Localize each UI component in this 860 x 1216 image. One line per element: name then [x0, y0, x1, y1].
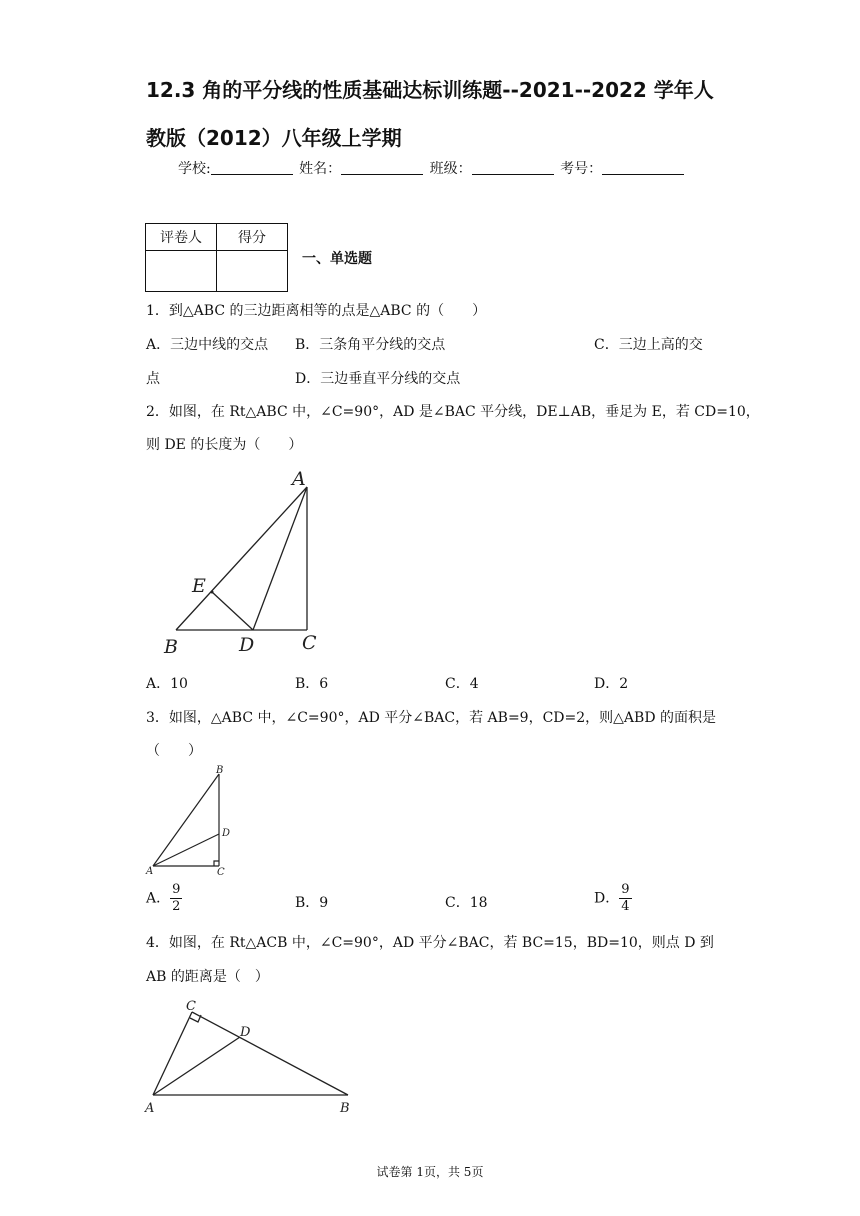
question-3-option-a-fraction	[170, 882, 182, 915]
fraction-numerator: 9	[621, 882, 630, 897]
segment-ad	[153, 834, 219, 866]
question-1-option-b: B．三条角平分线的交点	[295, 337, 446, 353]
page-footer: 试卷第 1页，共 5页	[376, 1165, 484, 1179]
question-2-option-c: C．4	[445, 676, 479, 692]
fraction-denominator: 2	[172, 899, 181, 914]
label-d: D	[239, 634, 255, 656]
question-1-option-c-cont: 点	[146, 371, 160, 387]
label-a: A	[145, 1101, 155, 1116]
segment-de	[212, 592, 253, 630]
label-b: B	[216, 765, 224, 776]
question-1-option-d: D．三边垂直平分线的交点	[295, 371, 461, 387]
question-1-option-c: C．三边上高的交	[594, 337, 703, 353]
question-4-figure	[140, 996, 370, 1120]
name-blank[interactable]	[341, 160, 423, 175]
label-a: A	[146, 866, 154, 877]
question-1-option-a: A．三边中线的交点	[146, 337, 269, 353]
name-label: 姓名：	[299, 161, 342, 177]
label-c: C	[217, 867, 225, 878]
question-2-option-b: B．6	[295, 676, 329, 692]
document-title	[146, 66, 736, 162]
point-e	[211, 591, 214, 594]
label-b: B	[164, 636, 178, 658]
label-d: D	[240, 1025, 251, 1040]
question-4-stem-line-1: 4．如图，在 Rt△ACB 中，∠C=90°，AD 平分∠BAC，若 BC=15，BD=10，则点 D 到	[146, 935, 714, 951]
class-blank[interactable]	[472, 160, 554, 175]
school-label: 学校:	[178, 161, 211, 177]
question-3-option-c: C．18	[445, 895, 488, 911]
fraction-numerator: 9	[172, 882, 181, 897]
question-2-stem-line-1: 2．如图，在 Rt△ABC 中，∠C=90°，AD 是∠BAC 平分线，DE⊥AB，垂足为 E，若 CD=10，	[146, 404, 760, 420]
label-e: E	[192, 575, 206, 597]
question-1-stem: 1．到△ABC 的三边距离相等的点是△ABC 的（ ）	[146, 303, 487, 319]
school-blank[interactable]	[211, 160, 293, 175]
grader-cell[interactable]	[146, 251, 217, 292]
question-2-option-a: A．10	[146, 676, 188, 692]
question-3-option-d	[594, 882, 632, 915]
label-d: D	[222, 828, 231, 839]
section-heading: 一、单选题	[302, 251, 372, 267]
segment-ab	[153, 774, 219, 866]
score-table	[145, 223, 288, 292]
label-b: B	[340, 1101, 350, 1116]
class-label: 班级：	[429, 161, 472, 177]
label-c: C	[186, 999, 196, 1014]
score-cell[interactable]	[217, 251, 288, 292]
label-a: A	[292, 468, 306, 490]
score-header: 得分	[217, 224, 288, 251]
question-2-option-d: D．2	[594, 676, 629, 692]
student-info-row	[178, 158, 686, 178]
question-3-option-d-prefix: D．	[594, 890, 620, 907]
question-2-figure	[150, 465, 350, 665]
segment-ab	[176, 487, 307, 630]
exam-no-blank[interactable]	[602, 160, 684, 175]
title-line-2: 教版（2012）八年级上学期	[146, 126, 402, 150]
question-3-option-a	[146, 882, 182, 915]
question-3-stem-line-2: （ ）	[146, 743, 202, 759]
question-3-option-d-fraction	[619, 882, 631, 915]
question-3-option-b: B．9	[295, 895, 329, 911]
question-4-stem-line-2: AB 的距离是（ ）	[146, 969, 269, 985]
exam-no-label: 考号：	[560, 161, 603, 177]
question-3-option-a-prefix: A．	[146, 890, 171, 907]
title-line-1: 12.3 角的平分线的性质基础达标训练题--2021--2022 学年人	[146, 78, 714, 102]
question-2-stem-line-2: 则 DE 的长度为（ ）	[146, 437, 303, 453]
grader-header: 评卷人	[146, 224, 217, 251]
fraction-denominator: 4	[621, 899, 630, 914]
question-3-stem-line-1: 3．如图，△ABC 中，∠C=90°，AD 平分∠BAC，若 AB=9，CD=2，则△ABD 的面积是	[146, 710, 717, 726]
segment-ad	[253, 487, 307, 630]
question-3-figure	[143, 762, 243, 880]
label-c: C	[302, 632, 317, 654]
right-angle-mark	[214, 861, 219, 866]
